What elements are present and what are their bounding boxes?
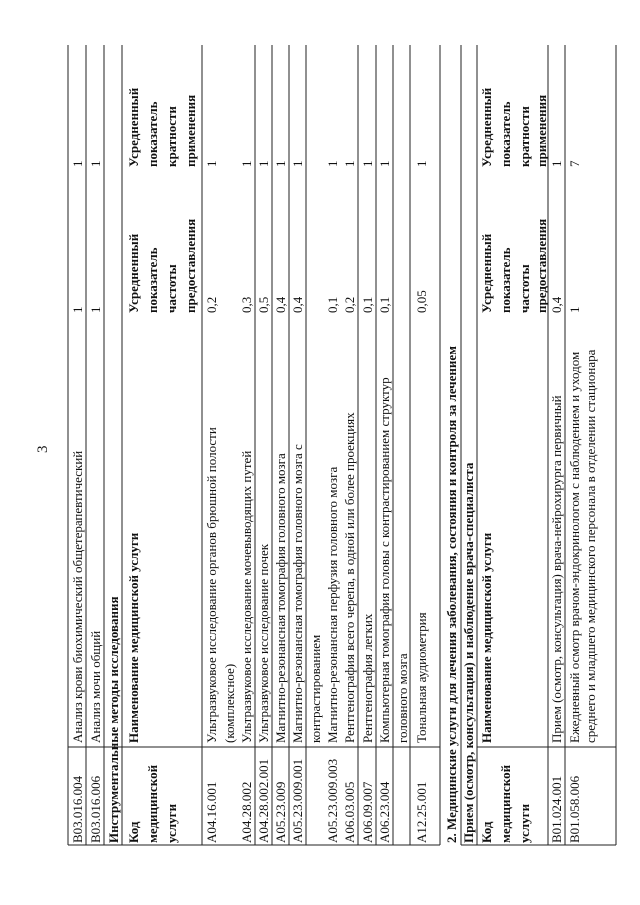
cell-freq: 0,4 [290,296,305,313]
cell-freq: 0,05 [414,290,429,313]
cell-name: Прием (осмотр, консультация) врача-нейрохирурга первичный [549,395,564,743]
cell-code: B03.016.004 [70,775,85,843]
cell-mult: 1 [360,160,375,167]
cell-name: Компьютерная томография головы с контрастированием структур головного мозга [377,377,410,743]
section-title-treatment: 2. Медицинские услуги для лечения заболевания, состояния и контроля за лечением [444,345,459,843]
cell-freq: 0,3 [239,296,254,313]
cell-code: A05.23.009.003 [325,758,340,843]
cell-mult: 1 [204,160,219,167]
section-subtitle-treatment: Прием (осмотр, консультация) и наблюдение врача-специалиста [461,462,476,843]
table-header [479,87,549,843]
cell-name: Ультразвуковое исследование органов брюшной полости (комплексное) [204,427,237,743]
table-row [273,161,288,844]
cell-freq: 0,1 [377,296,392,313]
cell-code: A04.28.002 [239,781,254,843]
cell-code: A05.23.009 [273,781,288,843]
header-code: Код медицинской услуги [479,764,532,843]
table-row [239,161,254,844]
treatment-rows [549,160,598,843]
table-row [342,161,357,844]
cell-code: A06.03.005 [342,781,357,843]
cell-name: Магнитно-резонансная томография головного мозга с контрастированием [290,444,323,743]
cell-mult: 1 [70,160,85,167]
cell-code: B01.024.001 [549,775,564,843]
cell-freq: 1 [88,306,103,313]
table-row [256,161,271,844]
cell-mult: 1 [549,160,564,167]
cell-name: Магнитно-резонансная томография головного мозга [273,453,288,743]
cell-name: Ультразвуковое исследование почек [256,543,271,743]
cell-freq: 0,5 [256,296,271,313]
instrumental-rows [204,161,429,844]
cell-code: A05.23.009.001 [290,758,305,843]
cell-code: A04.28.002.001 [256,758,271,843]
cell-freq: 0,4 [273,296,288,313]
header-name: Наименование медицинской услуги [479,532,494,743]
table-row [360,161,375,844]
header-freq: Усредненный показатель частоты предоставления [479,218,549,313]
cell-mult: 1 [239,160,254,167]
cell-mult: 1 [377,160,392,167]
cell-freq: 0,4 [549,296,564,313]
cell-code: A06.09.007 [360,781,375,843]
cell-freq: 1 [70,306,85,313]
cell-name: Рентгенография всего черепа, в одной или более проекциях [342,412,357,743]
rotated-content [35,45,616,845]
cell-code: B03.016.006 [88,775,103,843]
table-header [126,87,198,843]
cell-freq: 0,2 [342,296,357,313]
cell-name: Тональная аудиометрия [414,612,429,743]
cell-name: Ежедневный осмотр врачом-эндокринологом с наблюдением и уходомсреднего и младшего медицинского персонала в отделении стационара [567,349,598,743]
cell-mult: 1 [414,160,429,167]
cell-code: A04.16.001 [204,781,219,843]
cell-mult: 1 [325,160,340,167]
table-row [204,161,237,844]
cell-code: A12.25.001 [414,781,429,843]
table-row [567,160,598,843]
cell-freq: 0,1 [325,296,340,313]
cell-name: Анализ крови биохимический общетерапевтический [70,450,85,743]
header-mult: Усредненный показатель кратности применения [126,87,198,167]
cell-name: Ультразвуковое исследование мочевыводящих путей [239,450,254,743]
cell-mult: 1 [342,160,357,167]
cell-mult: 1 [88,160,103,167]
cell-freq: 0,1 [360,296,375,313]
cell-name: Магнитно-резонансная перфузия головного мозга [325,466,340,743]
table-row [88,161,103,844]
cell-code: A06.23.004 [377,781,392,843]
header-code: Код медицинской услуги [126,764,179,843]
cell-name: Рентгенография легких [360,613,375,743]
header-freq: Усредненный показатель частоты предоставления [126,218,198,313]
cell-name: Анализ мочи общий [88,630,103,743]
table-row [70,161,85,844]
cell-freq: 1 [567,306,582,313]
cell-mult: 7 [567,160,582,167]
header-mult: Усредненный показатель кратности применения [479,87,549,167]
section-title-instrumental: Инструментальные методы исследования [106,596,121,843]
cell-mult: 1 [273,160,288,167]
table-row [325,161,340,844]
table-row [549,161,564,844]
header-name: Наименование медицинской услуги [126,532,141,743]
cell-mult: 1 [256,160,271,167]
cell-mult: 1 [290,160,305,167]
table-row [414,161,429,844]
page-number: 3 [35,445,51,453]
cell-freq: 0,2 [204,296,219,313]
cell-code: B01.058.006 [567,775,582,843]
